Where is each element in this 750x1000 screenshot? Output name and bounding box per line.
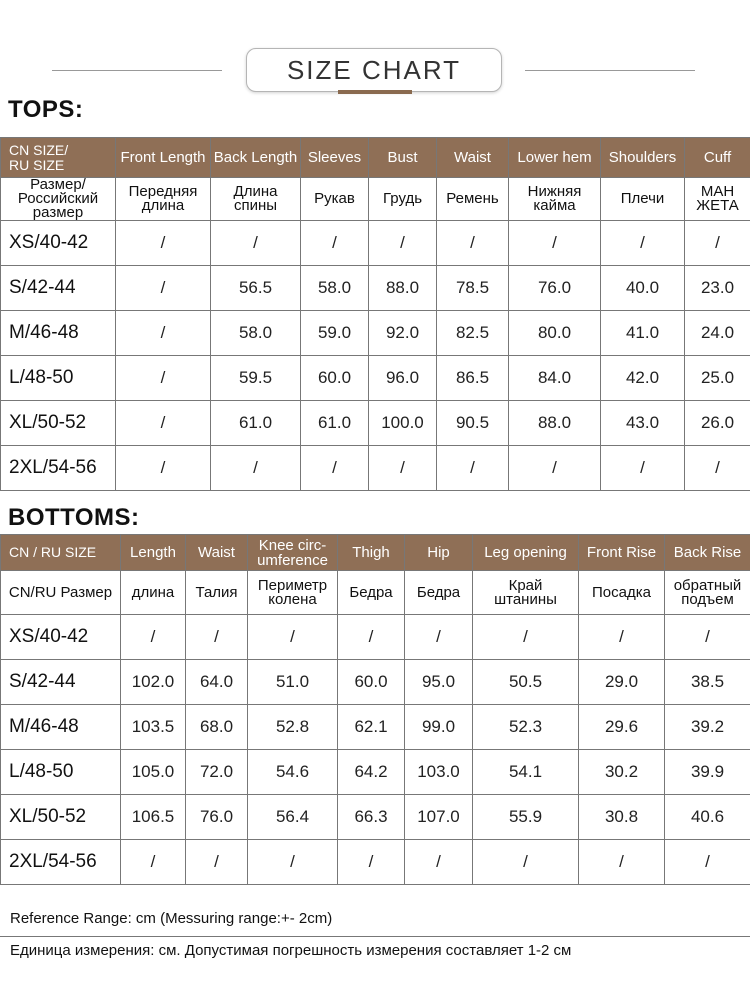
title-rule-right: [525, 70, 695, 71]
measurement-cell: /: [685, 221, 750, 266]
title-underline: [338, 90, 412, 94]
bottoms-ru-header-row: [1, 571, 750, 615]
measurement-cell: 23.0: [685, 266, 750, 311]
measurement-cell: 29.0: [579, 660, 665, 705]
bottoms-header-cell: Back Rise: [665, 535, 750, 571]
measurement-cell: 24.0: [685, 311, 750, 356]
measurement-cell: 52.8: [248, 705, 338, 750]
measurement-cell: 56.5: [211, 266, 301, 311]
measurement-cell: 26.0: [685, 401, 750, 446]
measurement-cell: 60.0: [338, 660, 405, 705]
measurement-cell: /: [473, 840, 579, 885]
tops-ru-header-cell: Длина спины: [211, 178, 301, 221]
size-label-cell: XL/50-52: [1, 795, 121, 840]
size-label-cell: M/46-48: [1, 705, 121, 750]
measurement-cell: 29.6: [579, 705, 665, 750]
measurement-cell: 39.9: [665, 750, 750, 795]
size-label-cell: S/42-44: [1, 660, 121, 705]
reference-divider: [0, 936, 750, 937]
measurement-cell: 102.0: [121, 660, 186, 705]
measurement-cell: 76.0: [509, 266, 601, 311]
table-row: [1, 750, 750, 795]
size-label-cell: XS/40-42: [1, 221, 116, 266]
tops-header-cell: Cuff: [685, 138, 750, 178]
measurement-cell: 61.0: [301, 401, 369, 446]
bottoms-table: [0, 534, 750, 885]
bottoms-ru-header-cell: Периметр колена: [248, 571, 338, 615]
measurement-cell: /: [509, 446, 601, 491]
measurement-cell: 54.1: [473, 750, 579, 795]
measurement-cell: /: [248, 615, 338, 660]
measurement-cell: /: [186, 615, 248, 660]
bottoms-header-cell: Hip: [405, 535, 473, 571]
measurement-cell: /: [369, 221, 437, 266]
tops-table: [0, 137, 750, 491]
measurement-cell: 64.2: [338, 750, 405, 795]
measurement-cell: /: [665, 615, 750, 660]
measurement-cell: /: [405, 840, 473, 885]
measurement-cell: 96.0: [369, 356, 437, 401]
measurement-cell: 25.0: [685, 356, 750, 401]
size-chart-title-banner: [0, 48, 750, 96]
measurement-cell: 58.0: [211, 311, 301, 356]
bottoms-ru-header-cell: CN/RU Размер: [1, 571, 121, 615]
bottoms-header-cell: Length: [121, 535, 186, 571]
page-title: SIZE CHART: [246, 48, 502, 92]
measurement-cell: /: [116, 446, 211, 491]
table-row: [1, 660, 750, 705]
measurement-cell: /: [665, 840, 750, 885]
tops-ru-header-cell: Нижняя кайма: [509, 178, 601, 221]
measurement-cell: /: [121, 615, 186, 660]
reference-range-ru: Единица измерения: см. Допустимая погрешность измерения составляет 1-2 см: [10, 942, 572, 959]
measurement-cell: 54.6: [248, 750, 338, 795]
bottoms-ru-header-cell: Талия: [186, 571, 248, 615]
measurement-cell: 106.5: [121, 795, 186, 840]
measurement-cell: /: [473, 615, 579, 660]
measurement-cell: /: [121, 840, 186, 885]
measurement-cell: /: [579, 615, 665, 660]
table-row: [1, 221, 750, 266]
table-row: [1, 615, 750, 660]
measurement-cell: /: [116, 311, 211, 356]
measurement-cell: 76.0: [186, 795, 248, 840]
measurement-cell: 68.0: [186, 705, 248, 750]
measurement-cell: 95.0: [405, 660, 473, 705]
measurement-cell: 60.0: [301, 356, 369, 401]
tops-ru-header-cell: Передняя длина: [116, 178, 211, 221]
table-row: [1, 446, 750, 491]
measurement-cell: 61.0: [211, 401, 301, 446]
tops-ru-header-cell: МАН ЖЕТА: [685, 178, 750, 221]
reference-range-en: Reference Range: cm (Messuring range:+- 2cm): [10, 910, 333, 927]
measurement-cell: 103.0: [405, 750, 473, 795]
table-row: [1, 356, 750, 401]
measurement-cell: 40.6: [665, 795, 750, 840]
table-row: [1, 840, 750, 885]
measurement-cell: 58.0: [301, 266, 369, 311]
size-label-cell: 2XL/54-56: [1, 446, 116, 491]
tops-ru-header-cell: Рукав: [301, 178, 369, 221]
tops-ru-header-cell: Размер/ Российский размер: [1, 178, 116, 221]
bottoms-header-cell: CN / RU SIZE: [1, 535, 121, 571]
measurement-cell: /: [301, 446, 369, 491]
measurement-cell: 30.8: [579, 795, 665, 840]
table-row: [1, 705, 750, 750]
measurement-cell: 59.5: [211, 356, 301, 401]
measurement-cell: 82.5: [437, 311, 509, 356]
tops-header-row: [1, 138, 750, 178]
size-label-cell: S/42-44: [1, 266, 116, 311]
size-label-cell: XS/40-42: [1, 615, 121, 660]
measurement-cell: 105.0: [121, 750, 186, 795]
tops-header-cell: Back Length: [211, 138, 301, 178]
measurement-cell: /: [509, 221, 601, 266]
measurement-cell: /: [437, 446, 509, 491]
bottoms-ru-header-cell: Посадка: [579, 571, 665, 615]
measurement-cell: 86.5: [437, 356, 509, 401]
tops-header-cell: Sleeves: [301, 138, 369, 178]
measurement-cell: /: [579, 840, 665, 885]
measurement-cell: 100.0: [369, 401, 437, 446]
tops-header-cell: Bust: [369, 138, 437, 178]
measurement-cell: /: [116, 266, 211, 311]
size-label-cell: L/48-50: [1, 750, 121, 795]
tops-ru-header-cell: Грудь: [369, 178, 437, 221]
measurement-cell: /: [116, 221, 211, 266]
measurement-cell: /: [116, 401, 211, 446]
bottoms-header-cell: Leg opening: [473, 535, 579, 571]
measurement-cell: 52.3: [473, 705, 579, 750]
measurement-cell: 88.0: [509, 401, 601, 446]
measurement-cell: 88.0: [369, 266, 437, 311]
bottoms-ru-header-cell: Бедра: [405, 571, 473, 615]
measurement-cell: /: [211, 446, 301, 491]
measurement-cell: 42.0: [601, 356, 685, 401]
measurement-cell: 80.0: [509, 311, 601, 356]
measurement-cell: 41.0: [601, 311, 685, 356]
measurement-cell: /: [369, 446, 437, 491]
measurement-cell: 40.0: [601, 266, 685, 311]
bottoms-header-row: [1, 535, 750, 571]
measurement-cell: 72.0: [186, 750, 248, 795]
measurement-cell: 39.2: [665, 705, 750, 750]
measurement-cell: 43.0: [601, 401, 685, 446]
measurement-cell: 50.5: [473, 660, 579, 705]
measurement-cell: /: [437, 221, 509, 266]
measurement-cell: 56.4: [248, 795, 338, 840]
tops-header-cell: Waist: [437, 138, 509, 178]
measurement-cell: /: [211, 221, 301, 266]
measurement-cell: /: [685, 446, 750, 491]
measurement-cell: 103.5: [121, 705, 186, 750]
measurement-cell: 78.5: [437, 266, 509, 311]
title-rule-left: [52, 70, 222, 71]
bottoms-label: BOTTOMS:: [8, 504, 140, 531]
tops-header-cell: CN SIZE/ RU SIZE: [1, 138, 116, 178]
table-row: [1, 401, 750, 446]
measurement-cell: 62.1: [338, 705, 405, 750]
bottoms-header-cell: Knee circ- umference: [248, 535, 338, 571]
measurement-cell: 84.0: [509, 356, 601, 401]
tops-ru-header-cell: Ремень: [437, 178, 509, 221]
size-label-cell: M/46-48: [1, 311, 116, 356]
size-label-cell: L/48-50: [1, 356, 116, 401]
measurement-cell: 92.0: [369, 311, 437, 356]
measurement-cell: 51.0: [248, 660, 338, 705]
measurement-cell: 64.0: [186, 660, 248, 705]
bottoms-ru-header-cell: Край штанины: [473, 571, 579, 615]
table-row: [1, 795, 750, 840]
measurement-cell: 59.0: [301, 311, 369, 356]
measurement-cell: /: [405, 615, 473, 660]
measurement-cell: /: [248, 840, 338, 885]
measurement-cell: /: [338, 615, 405, 660]
measurement-cell: 30.2: [579, 750, 665, 795]
tops-header-cell: Shoulders: [601, 138, 685, 178]
measurement-cell: 90.5: [437, 401, 509, 446]
measurement-cell: /: [601, 446, 685, 491]
measurement-cell: 38.5: [665, 660, 750, 705]
tops-ru-header-row: [1, 178, 750, 221]
size-label-cell: 2XL/54-56: [1, 840, 121, 885]
table-row: [1, 266, 750, 311]
bottoms-ru-header-cell: Бедра: [338, 571, 405, 615]
measurement-cell: 55.9: [473, 795, 579, 840]
bottoms-header-cell: Thigh: [338, 535, 405, 571]
tops-header-cell: Front Length: [116, 138, 211, 178]
measurement-cell: /: [338, 840, 405, 885]
tops-header-cell: Lower hem: [509, 138, 601, 178]
measurement-cell: 66.3: [338, 795, 405, 840]
tops-ru-header-cell: Плечи: [601, 178, 685, 221]
size-label-cell: XL/50-52: [1, 401, 116, 446]
bottoms-ru-header-cell: длина: [121, 571, 186, 615]
bottoms-header-cell: Front Rise: [579, 535, 665, 571]
measurement-cell: /: [301, 221, 369, 266]
table-row: [1, 311, 750, 356]
bottoms-ru-header-cell: обратный подъем: [665, 571, 750, 615]
measurement-cell: 99.0: [405, 705, 473, 750]
measurement-cell: /: [601, 221, 685, 266]
measurement-cell: /: [186, 840, 248, 885]
bottoms-header-cell: Waist: [186, 535, 248, 571]
measurement-cell: /: [116, 356, 211, 401]
tops-label: TOPS:: [8, 96, 84, 123]
measurement-cell: 107.0: [405, 795, 473, 840]
